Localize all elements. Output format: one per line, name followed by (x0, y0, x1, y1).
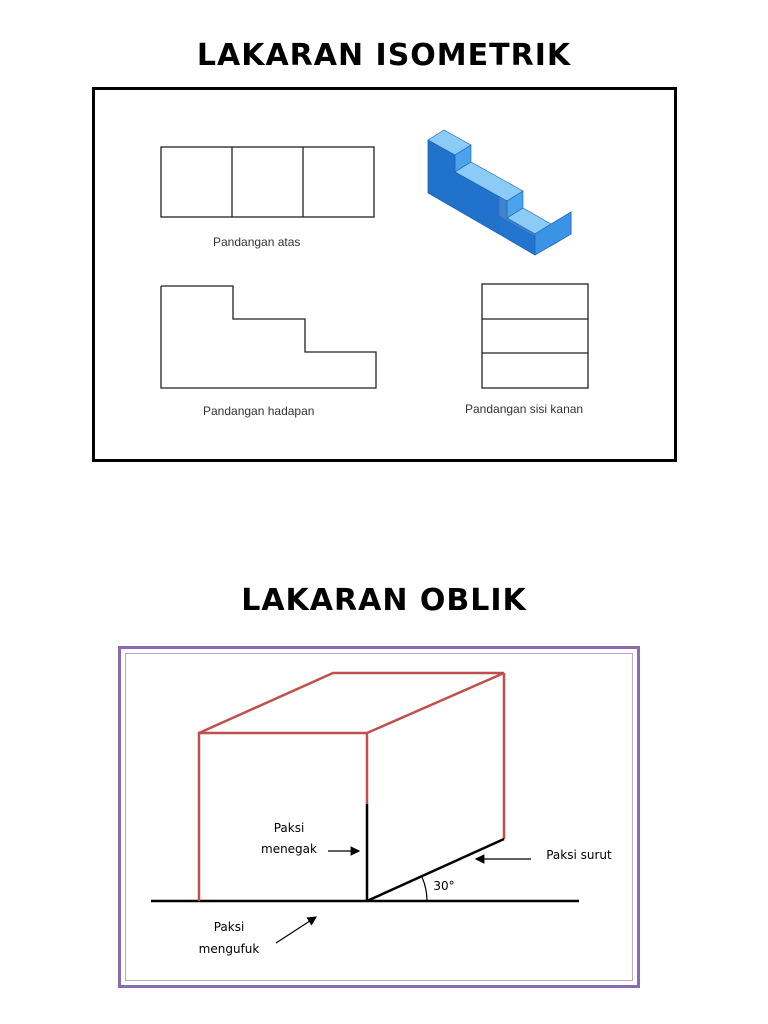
angle-arc (422, 877, 427, 901)
isometric-heading: LAKARAN ISOMETRIK (196, 38, 572, 73)
front-view (161, 286, 376, 388)
horizontal-axis-label-line2: mengufuk (198, 942, 260, 956)
angle-label: 30° (433, 879, 455, 893)
front-view-caption: Pandangan hadapan (203, 404, 315, 418)
vertical-axis-label-line2: menegak (261, 842, 317, 856)
horizontal-axis-arrow (276, 917, 316, 943)
oblique-panel (118, 646, 640, 988)
isometric-panel (92, 87, 677, 462)
oblique-box-outline (199, 673, 504, 901)
right-side-view (482, 284, 588, 388)
oblique-heading: LAKARAN OBLIK (241, 583, 527, 618)
top-view-caption: Pandangan atas (213, 235, 301, 249)
isometric-stairs-illustration (428, 130, 572, 255)
orthographic-views-drawing (95, 90, 674, 459)
receding-axis-label: Paksi surut (546, 848, 612, 862)
top-view (161, 147, 374, 217)
horizontal-axis-label-line1: Paksi (213, 920, 245, 934)
right-side-view-caption: Pandangan sisi kanan (465, 402, 584, 416)
oblique-box-drawing (121, 649, 637, 985)
vertical-axis-label-line1: Paksi (273, 821, 305, 835)
